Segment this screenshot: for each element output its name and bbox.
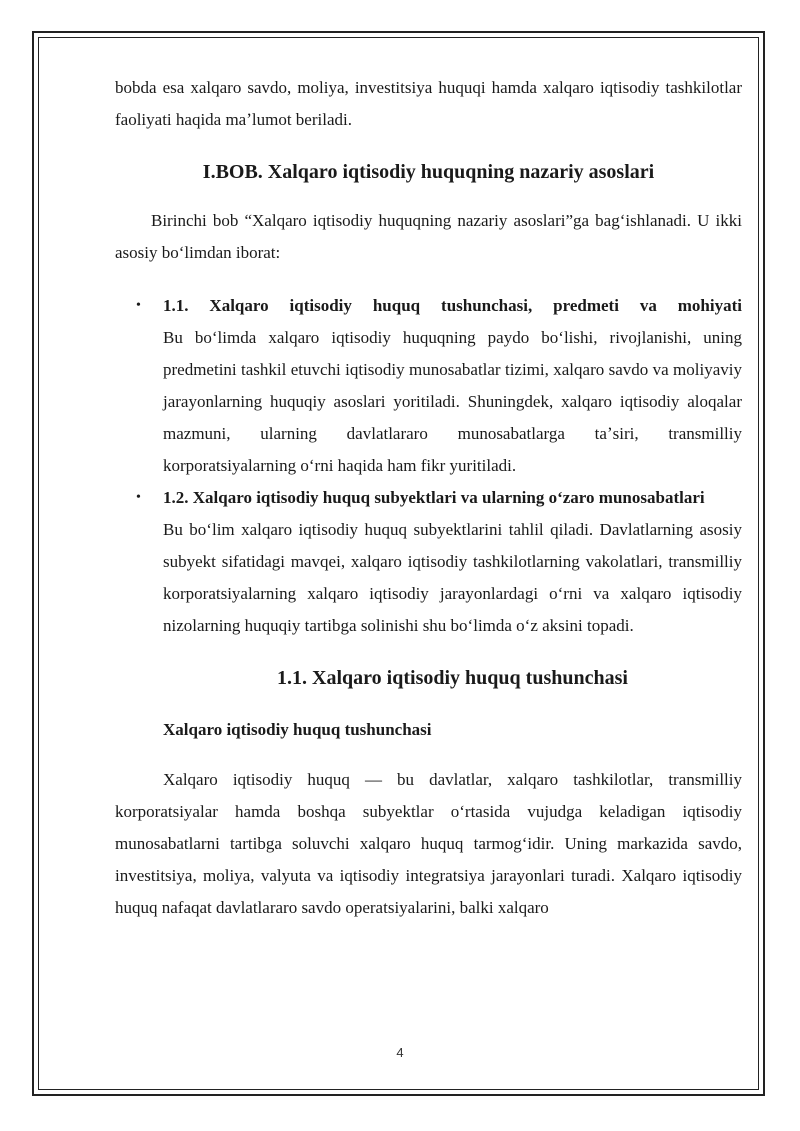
section-title: 1.1. Xalqaro iqtisodiy huquq tushunchasi, predmeti va mohiyati	[163, 296, 742, 315]
bullet-icon: •	[136, 490, 141, 505]
section-list	[115, 290, 742, 642]
intro-paragraph: bobda esa xalqaro savdo, moliya, investitsiya huquqi hamda xalqaro iqtisodiy tashkilotlar faoliyati haqida maʼlumot beriladi.	[115, 78, 742, 129]
list-item	[115, 290, 742, 482]
bullet-icon: •	[136, 298, 141, 313]
document-content	[115, 72, 742, 924]
chapter-intro-paragraph: Birinchi bob “Xalqaro iqtisodiy huquqning nazariy asoslari”ga bagʻishlanadi. U ikki asosiy boʻlimdan iborat:	[115, 211, 742, 262]
list-item	[115, 482, 742, 642]
sub-heading: Xalqaro iqtisodiy huquq tushunchasi	[163, 720, 432, 739]
chapter-title: I.BOB. Xalqaro iqtisodiy huquqning nazariy asoslari	[202, 161, 655, 183]
section-description: Bu boʻlim xalqaro iqtisodiy huquq subyektlarini tahlil qiladi. Davlatlarning asosiy subyekt sifatidagi mavqei, xalqaro iqtisodiy tashkilotlarning vakolatlari, transmilliy korporatsiyalarning xalqaro iqtisodiy jarayonlardagi oʻrni va xalqaro iqtisodiy nizolarning huquqiy tartibga solinishi shu boʻlimda oʻz aksini topadi.	[163, 520, 742, 635]
section-heading: 1.1. Xalqaro iqtisodiy huquq tushunchasi	[277, 667, 628, 689]
section-description: Bu boʻlimda xalqaro iqtisodiy huquqning paydo boʻlishi, rivojlanishi, uning predmetini tashkil etuvchi iqtisodiy munosabatlar tizimi, xalqaro savdo va moliyaviy jarayonlarning huquqiy asoslari yoritiladi. Shuningdek, xalqaro iqtisodiy aloqalar mazmuni, ularning davlatlararo munosabatlarga taʼsiri, transmilliy korporatsiyalarning oʻrni haqida ham fikr yuritiladi.	[163, 328, 742, 475]
body-paragraph: Xalqaro iqtisodiy huquq — bu davlatlar, xalqaro tashkilotlar, transmilliy korporatsiyalar hamda boshqa subyektlar oʻrtasida vujudga keladigan iqtisodiy munosabatlarni tartibga soluvchi xalqaro huquq tarmogʻidir. Uning markazida savdo, investitsiya, moliya, valyuta va iqtisodiy integratsiya jarayonlari turadi. Xalqaro iqtisodiy huquq nafaqat davlatlararo savdo operatsiyalarini, balki xalqaro	[115, 770, 742, 917]
page-number: 4	[396, 1045, 404, 1060]
section-title: 1.2. Xalqaro iqtisodiy huquq subyektlari va ularning oʻzaro munosabatlari	[163, 488, 705, 507]
